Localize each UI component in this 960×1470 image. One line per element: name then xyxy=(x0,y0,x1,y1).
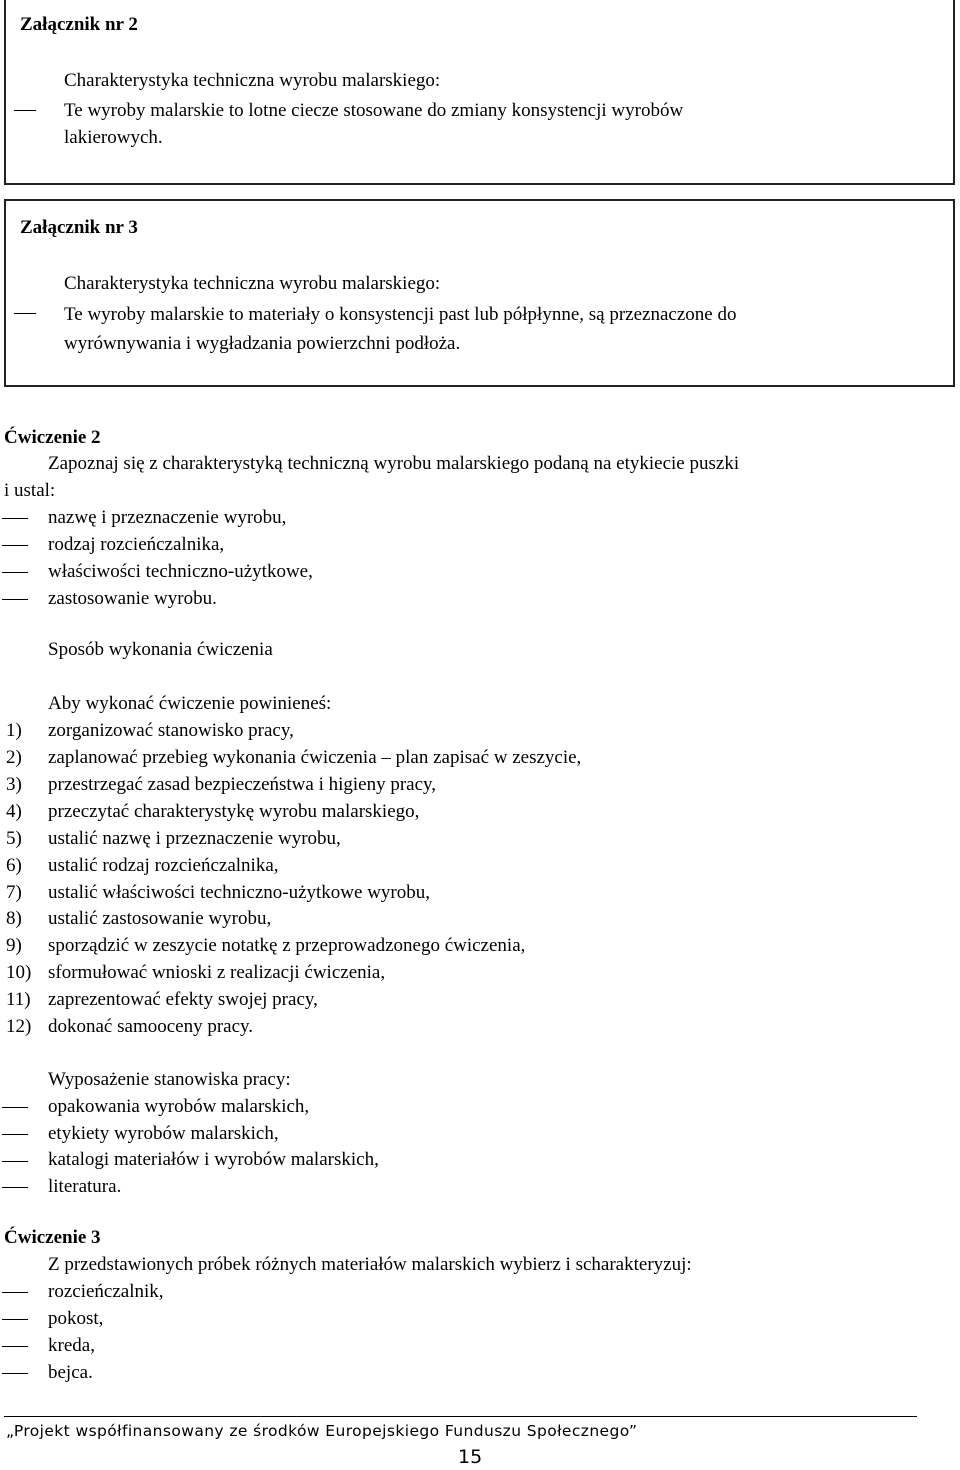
list-item: zastosowanie wyrobu. xyxy=(48,588,217,609)
step-text: ustalić zastosowanie wyrobu, xyxy=(48,908,272,929)
step-number: 12) xyxy=(6,1016,32,1037)
steps-intro: Aby wykonać ćwiczenie powinieneś: xyxy=(48,693,332,714)
step-number: 11) xyxy=(6,989,31,1010)
annex-3-line-1: Te wyroby malarskie to materiały o konsystencji past lub półpłynne, są przeznaczone do xyxy=(64,304,737,325)
footer-text: „Projekt współfinansowany ze środków Europejskiego Funduszu Społecznego” xyxy=(6,1422,638,1440)
equipment-title: Wyposażenie stanowiska pracy: xyxy=(48,1069,291,1090)
list-item: katalogi materiałów i wyrobów malarskich, xyxy=(48,1149,379,1170)
exercise-2-intro-1: Zapoznaj się z charakterystyką techniczną wyrobu malarskiego podaną na etykiecie puszki xyxy=(48,453,740,474)
annex-3-line-2: wyrównywania i wygładzania powierzchni podłoża. xyxy=(64,333,461,354)
annex-3-subtitle: Charakterystyka techniczna wyrobu malarskiego: xyxy=(64,273,441,294)
annex-2-subtitle: Charakterystyka techniczna wyrobu malarskiego: xyxy=(64,70,441,91)
list-item: rodzaj rozcieńczalnika, xyxy=(48,534,225,555)
step-number: 5) xyxy=(6,828,22,849)
list-item: etykiety wyrobów malarskich, xyxy=(48,1123,279,1144)
dash-bullet xyxy=(14,313,36,314)
step-text: sformułować wnioski z realizacji ćwiczenia, xyxy=(48,962,386,983)
step-number: 2) xyxy=(6,747,22,768)
dash-bullet xyxy=(2,1161,28,1162)
list-item: opakowania wyrobów malarskich, xyxy=(48,1096,310,1117)
exercise-3-title: Ćwiczenie 3 xyxy=(4,1227,101,1248)
exercise-2-intro-2: i ustal: xyxy=(4,480,56,501)
footer-divider xyxy=(4,1416,917,1417)
list-item: pokost, xyxy=(48,1308,104,1329)
step-text: przeczytać charakterystykę wyrobu malarskiego, xyxy=(48,801,420,822)
step-number: 9) xyxy=(6,935,22,956)
list-item: literatura. xyxy=(48,1176,122,1197)
step-text: ustalić nazwę i przeznaczenie wyrobu, xyxy=(48,828,341,849)
dash-bullet xyxy=(2,1292,28,1293)
dash-bullet xyxy=(2,518,28,519)
exercise-2-title: Ćwiczenie 2 xyxy=(4,427,101,448)
page-number: 15 xyxy=(458,1446,483,1468)
list-item: kreda, xyxy=(48,1335,95,1356)
step-text: sporządzić w zeszycie notatkę z przeprowadzonego ćwiczenia, xyxy=(48,935,526,956)
step-text: zorganizować stanowisko pracy, xyxy=(48,720,294,741)
step-text: zaprezentować efekty swojej pracy, xyxy=(48,989,318,1010)
dash-bullet xyxy=(2,1346,28,1347)
step-text: ustalić rodzaj rozcieńczalnika, xyxy=(48,855,279,876)
dash-bullet xyxy=(2,572,28,573)
step-text: przestrzegać zasad bezpieczeństwa i higieny pracy, xyxy=(48,774,437,795)
dash-bullet xyxy=(2,599,28,600)
annex-3-title: Załącznik nr 3 xyxy=(20,217,138,238)
annex-2-line-1: Te wyroby malarskie to lotne ciecze stosowane do zmiany konsystencji wyrobów xyxy=(64,100,684,121)
step-number: 8) xyxy=(6,908,22,929)
step-number: 10) xyxy=(6,962,32,983)
step-number: 7) xyxy=(6,882,22,903)
exercise-3-intro: Z przedstawionych próbek różnych materiałów malarskich wybierz i scharakteryzuj: xyxy=(48,1254,692,1275)
list-item: bejca. xyxy=(48,1362,93,1383)
step-text: ustalić właściwości techniczno-użytkowe wyrobu, xyxy=(48,882,430,903)
step-number: 1) xyxy=(6,720,22,741)
dash-bullet xyxy=(14,110,36,111)
step-number: 4) xyxy=(6,801,22,822)
dash-bullet xyxy=(2,1134,28,1135)
list-item: rozcieńczalnik, xyxy=(48,1281,164,1302)
step-number: 6) xyxy=(6,855,22,876)
dash-bullet xyxy=(2,1319,28,1320)
list-item: właściwości techniczno-użytkowe, xyxy=(48,561,313,582)
step-text: zaplanować przebieg wykonania ćwiczenia – plan zapisać w zeszycie, xyxy=(48,747,582,768)
step-number: 3) xyxy=(6,774,22,795)
dash-bullet xyxy=(2,1107,28,1108)
dash-bullet xyxy=(2,545,28,546)
step-text: dokonać samooceny pracy. xyxy=(48,1016,254,1037)
annex-2-line-2: lakierowych. xyxy=(64,127,163,148)
method-title: Sposób wykonania ćwiczenia xyxy=(48,639,273,660)
dash-bullet xyxy=(2,1187,28,1188)
list-item: nazwę i przeznaczenie wyrobu, xyxy=(48,507,287,528)
dash-bullet xyxy=(2,1373,28,1374)
annex-2-title: Załącznik nr 2 xyxy=(20,14,138,35)
